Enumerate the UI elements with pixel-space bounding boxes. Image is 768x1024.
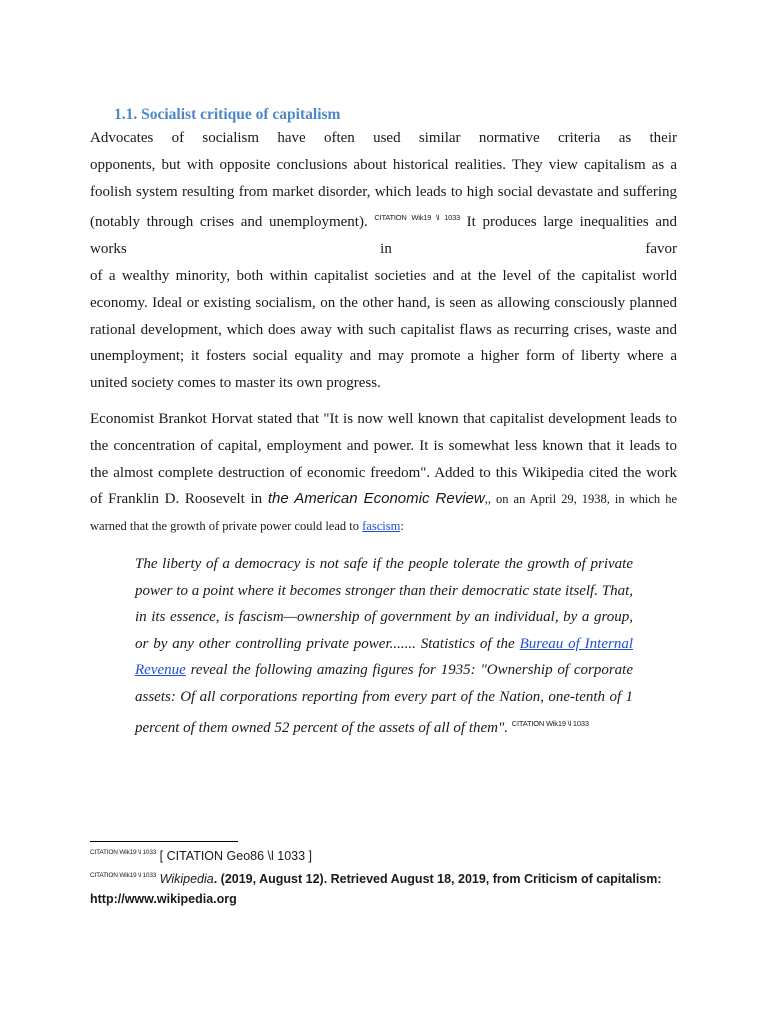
paragraph-line [90, 486, 677, 513]
footnote-url: http://www.wikipedia.org [90, 892, 237, 906]
fascism-link[interactable]: fascism [362, 519, 401, 534]
paragraph-line: opponents, but with opposite conclusions about historical realities. They view capitalism as a [90, 156, 677, 173]
footnote-text: . (2019, August 12). Retrieved August 18, 2019, from Criticism of capitalism: [213, 872, 662, 886]
paragraph-line: works in favor [90, 241, 677, 258]
paragraph-text: (notably through crises and unemployment). [90, 214, 368, 231]
quote-text: The liberty of a democracy is not safe if the people tolerate the growth of private power to a point where it becomes stronger than their democratic state itself. That, in its essence, is fascism—ownership of government by an individual, by a group, or by any other controlling private power....... Statistics of the [135, 556, 633, 652]
roosevelt-quote [135, 551, 633, 741]
paragraph-line: rational development, which does away with such capitalist flaws as recurring crises, waste and [90, 321, 677, 338]
paragraph-line: the concentration of capital, employment and power. It is somewhat less known that it leads to [90, 437, 677, 454]
footnotes [90, 843, 690, 909]
footnote-source: Wikipedia [159, 872, 214, 886]
paragraph-text: warned that the growth of private power could lead to [90, 519, 360, 534]
paragraph-text: ,, on an April 29, 1938, in which he [484, 492, 677, 507]
paragraph-line: foolish system resulting from market disorder, which leads to high social devastate and suffering [90, 183, 677, 200]
footnote-marker: CITATION Wik19 \l 1033 [90, 872, 157, 879]
paragraph-line: Economist Brankot Horvat stated that "It is now well known that capitalist development leads to [90, 411, 677, 427]
paragraph-text: : [400, 519, 404, 534]
paragraph-text: It produces large inequalities and [466, 214, 678, 231]
citation-superscript: CITATION Wik19 \l 1033 [374, 213, 461, 223]
paragraph-line: united society comes to master its own progress. [90, 375, 381, 392]
footnote-separator [90, 841, 238, 842]
paragraph-line: of a wealthy minority, both within capitalist societies and at the level of the capitalist world [90, 267, 677, 284]
footnote-text: [ CITATION Geo86 \l 1033 ] [159, 849, 313, 863]
citation-superscript: CITATION Wik19 \l 1033 [511, 718, 589, 728]
paragraph-text: of Franklin D. Roosevelt in [90, 491, 263, 508]
paragraph-line: economy. Ideal or existing socialism, on the other hand, is seen as allowing consciously planned [90, 294, 677, 311]
paragraph-line [90, 513, 677, 540]
paragraph-socialist-critique [90, 125, 677, 397]
footnote-1 [90, 843, 690, 866]
footnote-marker: CITATION Wik19 \l 1033 [90, 849, 157, 856]
section-heading: 1.1. Socialist critique of capitalism [114, 106, 341, 123]
paragraph-line: Advocates of socialism have often used similar normative criteria as their [90, 130, 677, 146]
paragraph-line: unemployment; it fosters social equality and may promote a higher form of liberty where a [90, 348, 677, 365]
journal-title: the American Economic Review [267, 490, 485, 508]
quote-text: reveal the following amazing figures for 1935: "Ownership of corporate assets: Of all corporations reporting from every part of the Nation, one-tenth of 1 percent of them owned 52 percent of the assets of all of them". [135, 662, 633, 736]
footnote-2 [90, 866, 690, 889]
paragraph-line: the almost complete destruction of economic freedom". Added to this Wikipedia cited the work [90, 464, 677, 481]
paragraph-line [90, 205, 677, 236]
paragraph-horvat [90, 406, 677, 540]
bureau-of-internal-revenue-link[interactable]: Bureau of Internal Revenue [135, 635, 634, 679]
